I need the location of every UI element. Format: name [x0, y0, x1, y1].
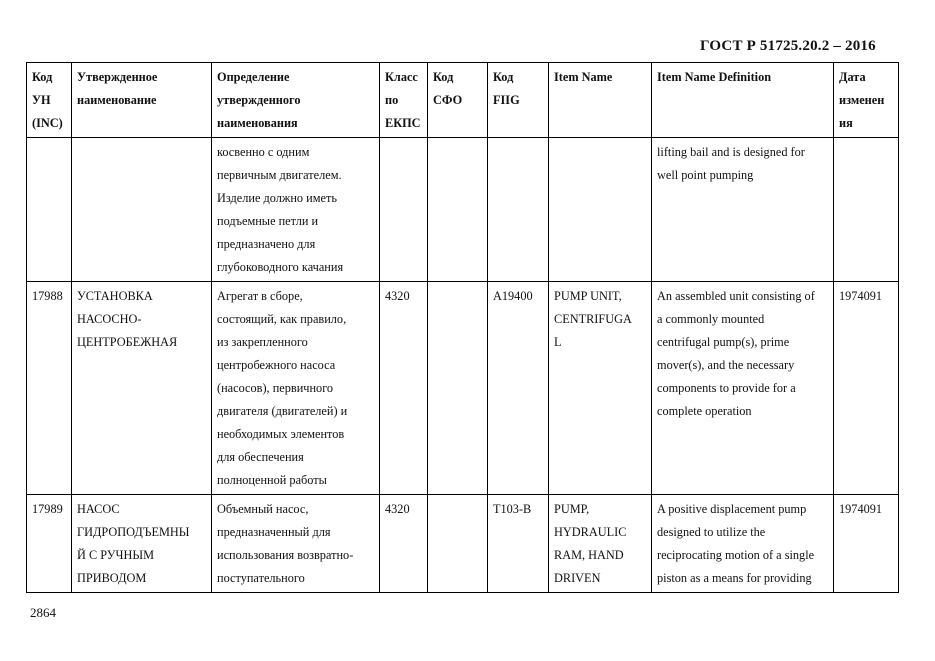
table-cell: НАСОС ГИДРОПОДЪЕМНЫ Й С РУЧНЫМ ПРИВОДОМ: [72, 495, 212, 593]
table-cell: An assembled unit consisting of a commonly mounted centrifugal pump(s), prime mover(s), and the necessary components to provide for a complete operation: [652, 282, 834, 495]
table-cell: 17989: [27, 495, 72, 593]
table-cell: PUMP UNIT, CENTRIFUGA L: [549, 282, 652, 495]
table-cell: 17988: [27, 282, 72, 495]
table-cell: 4320: [380, 282, 428, 495]
table-row: [27, 495, 899, 593]
table-cell: lifting bail and is designed for well point pumping: [652, 138, 834, 282]
column-header: Item Name: [549, 63, 652, 138]
table-cell: УСТАНОВКА НАСОСНО- ЦЕНТРОБЕЖНАЯ: [72, 282, 212, 495]
table-cell: PUMP, HYDRAULIC RAM, HAND DRIVEN: [549, 495, 652, 593]
table-cell: 1974091: [834, 282, 899, 495]
column-header: Класс по ЕКПС: [380, 63, 428, 138]
table-cell: [428, 138, 488, 282]
table-row: [27, 138, 899, 282]
column-header: Код СФО: [428, 63, 488, 138]
data-table: [26, 62, 899, 593]
table-cell: [428, 282, 488, 495]
table-cell: [380, 138, 428, 282]
table-header-row: [27, 63, 899, 138]
table-cell: [72, 138, 212, 282]
column-header: Код УН (INC): [27, 63, 72, 138]
table-row: [27, 282, 899, 495]
table-cell: Объемный насос, предназначенный для использования возвратно- поступательного: [212, 495, 380, 593]
column-header: Item Name Definition: [652, 63, 834, 138]
table-cell: [428, 495, 488, 593]
table-cell: косвенно с одним первичным двигателем. Изделие должно иметь подъемные петли и предназначено для глубоководного качания: [212, 138, 380, 282]
table-cell: A19400: [488, 282, 549, 495]
table-cell: [834, 138, 899, 282]
table-cell: [27, 138, 72, 282]
page-number: 2864: [30, 605, 56, 620]
table-cell: T103-B: [488, 495, 549, 593]
column-header: Утвержденное наименование: [72, 63, 212, 138]
table-cell: 1974091: [834, 495, 899, 593]
column-header: Дата изменен ия: [834, 63, 899, 138]
table-cell: [549, 138, 652, 282]
table-cell: Агрегат в сборе, состоящий, как правило, из закрепленного центробежного насоса (насосов), первичного двигателя (двигателей) и необходимых элементов для обеспечения полноценной работы: [212, 282, 380, 495]
column-header: Определение утвержденного наименования: [212, 63, 380, 138]
column-header: Код FIIG: [488, 63, 549, 138]
table-cell: [488, 138, 549, 282]
table-cell: 4320: [380, 495, 428, 593]
table-cell: A positive displacement pump designed to utilize the reciprocating motion of a single piston as a means for providing: [652, 495, 834, 593]
document-header: ГОСТ Р 51725.20.2 – 2016: [700, 38, 876, 54]
